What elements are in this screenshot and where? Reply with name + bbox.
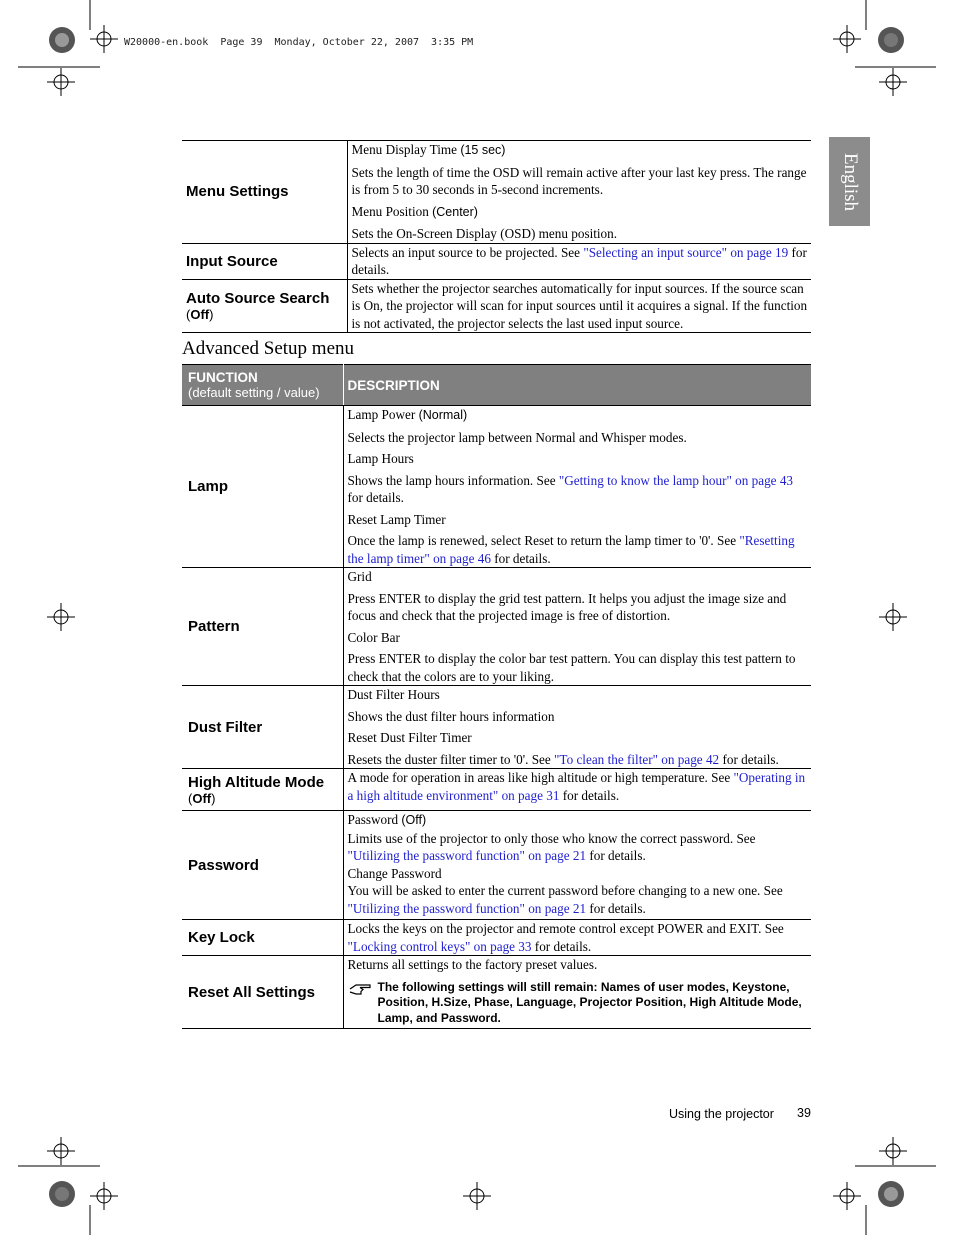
- function-cell: Menu Settings: [182, 141, 347, 244]
- term: Grid: [347, 569, 372, 584]
- description-text: Once the lamp is renewed, select Reset to return the lamp timer to '0'. See "Resetting the lamp timer" on page 46 for details.: [347, 533, 795, 566]
- description-text: Sets whether the projector searches automatically for input sources. If the source scan is: [351, 280, 804, 313]
- term: Color Bar: [347, 629, 400, 645]
- description-cell: [343, 686, 811, 769]
- footer-section-name: Using the projector: [669, 1107, 774, 1121]
- cross-reference-link[interactable]: "Locking control keys" on page 33: [347, 938, 532, 954]
- function-cell: Key Lock: [182, 920, 343, 956]
- function-default: (Off): [186, 306, 214, 322]
- function-cell: Lamp: [182, 406, 343, 568]
- term: Reset Dust Filter Timer: [347, 730, 472, 745]
- function-name: Auto Source Search: [186, 289, 330, 307]
- cross-reference-link[interactable]: "Resetting the lamp timer" on page 46: [347, 533, 795, 566]
- cross-reference-link[interactable]: "Utilizing the password function" on page 21: [347, 848, 587, 863]
- settings-table: [182, 140, 811, 333]
- description-cell: [343, 406, 811, 568]
- term: Lamp Power: [347, 407, 416, 422]
- function-cell: Dust Filter: [182, 686, 343, 769]
- description-text: Returns all settings to the factory preset values.: [347, 957, 598, 972]
- table-row: [182, 811, 811, 920]
- function-cell: Reset All Settings: [182, 956, 343, 1029]
- description-cell: [343, 956, 811, 1029]
- function-cell: Pattern: [182, 568, 343, 686]
- language-tab-label: English: [839, 152, 861, 211]
- table-row: [182, 686, 811, 769]
- cross-reference-link[interactable]: "Utilizing the password function" on page 21: [347, 900, 587, 916]
- term: Dust Filter Hours: [347, 687, 440, 702]
- description-text: Resets the duster filter timer to '0'. See "To clean the filter" on page 42 for details.: [347, 751, 779, 767]
- description-text: for details.: [351, 244, 807, 277]
- function-default: (Off): [188, 790, 216, 806]
- note-text: The following settings will still remain: Names of user modes, Keystone, Position, H.Size, Phase, Language, Projector Position, High Altitude Mode, Lamp, and Password.: [377, 979, 802, 1025]
- description-cell: [347, 141, 811, 244]
- advanced-setup-table: [182, 364, 811, 1029]
- default-value: (Off): [401, 813, 427, 827]
- option-value: On: [363, 298, 380, 313]
- term: Password: [347, 812, 399, 827]
- description-text: Sets the On-Screen Display (OSD) menu position.: [351, 226, 618, 241]
- term: Reset Lamp Timer: [347, 511, 446, 527]
- table-header-row: [182, 365, 811, 406]
- description-text: Limits use of the projector to only those who know the correct password. See "Utilizing the password function" on page 21 for details.: [347, 830, 756, 863]
- table-row: [182, 406, 811, 568]
- function-cell: [182, 279, 347, 333]
- description-cell: [347, 243, 811, 279]
- default-value: (15 sec): [460, 143, 506, 157]
- function-name: High Altitude Mode: [188, 773, 325, 791]
- cross-reference-link[interactable]: "Operating in a high altitude environment" on page 31: [347, 770, 806, 803]
- default-value: (Center): [432, 204, 478, 219]
- cross-reference-link[interactable]: "Selecting an input source" on page 19: [583, 244, 789, 260]
- table-row: [182, 769, 811, 811]
- table-row: [182, 568, 811, 686]
- description-header: DESCRIPTION: [343, 365, 811, 406]
- section-title: Advanced Setup menu: [182, 338, 355, 359]
- note-box: [348, 980, 812, 1027]
- table-row: [182, 141, 811, 244]
- page-number: 39: [797, 1106, 811, 1120]
- term: Change Password: [347, 865, 442, 881]
- description-text: Shows the lamp hours information. See "Getting to know the lamp hour" on page 43 for details.: [347, 472, 794, 505]
- description-text: Selects an input source to be projected. See: [351, 244, 584, 260]
- description-cell: Locks the keys on the projector and remote control except POWER and EXIT. See "Locking control keys" on page 33 for details.: [343, 920, 811, 956]
- description-text: You will be asked to enter the current password before changing to a new one. See "Utilizing the password function" on page 21 for details.: [347, 883, 783, 916]
- description-text: Shows the dust filter hours information: [347, 708, 555, 724]
- cross-reference-link[interactable]: "Getting to know the lamp hour" on page 43: [558, 472, 794, 488]
- function-cell: [182, 769, 343, 811]
- description-cell: [347, 279, 811, 333]
- function-cell: Password: [182, 811, 343, 920]
- description-cell: [343, 568, 811, 686]
- book-header-line: W20000-en.book Page 39 Monday, October 22, 2007 3:35 PM: [124, 37, 474, 48]
- description-text: Selects the projector lamp between Normal and Whisper modes.: [347, 429, 687, 445]
- table-row: [182, 956, 811, 1029]
- table-row: [182, 243, 811, 279]
- description-text: Sets the length of time the OSD will remain active after your last key press. The range is from 5 to 30 seconds in 5-second increments.: [351, 164, 807, 197]
- description-text: Press ENTER to display the color bar test pattern. You can display this test pattern to check that the colors are to your liking.: [347, 651, 796, 684]
- cross-reference-link[interactable]: "To clean the filter" on page 42: [554, 751, 720, 767]
- description-cell: [343, 811, 811, 920]
- description-text: Press ENTER to display the grid test pattern. It helps you adjust the image size and focus and check that the projected image is free of distortion.: [347, 590, 787, 623]
- function-header: FUNCTION (default setting / value): [182, 365, 343, 406]
- term: Menu Position: [351, 203, 429, 219]
- language-tab: [829, 137, 870, 226]
- description-text: , the projector will scan for input sources until it acquires a signal. If the function is not activated, the projector selects the last used input source.: [351, 298, 808, 331]
- default-value: (Normal): [418, 408, 468, 422]
- table-row: [182, 920, 811, 956]
- function-cell: Input Source: [182, 243, 347, 279]
- term: Lamp Hours: [347, 451, 414, 466]
- description-cell: A mode for operation in areas like high altitude or high temperature. See "Operating in a high altitude environment" on page 31 for details.: [343, 769, 811, 811]
- term: Menu Display Time: [351, 142, 458, 157]
- table-row: [182, 279, 811, 333]
- pointing-hand-icon: [348, 980, 378, 1027]
